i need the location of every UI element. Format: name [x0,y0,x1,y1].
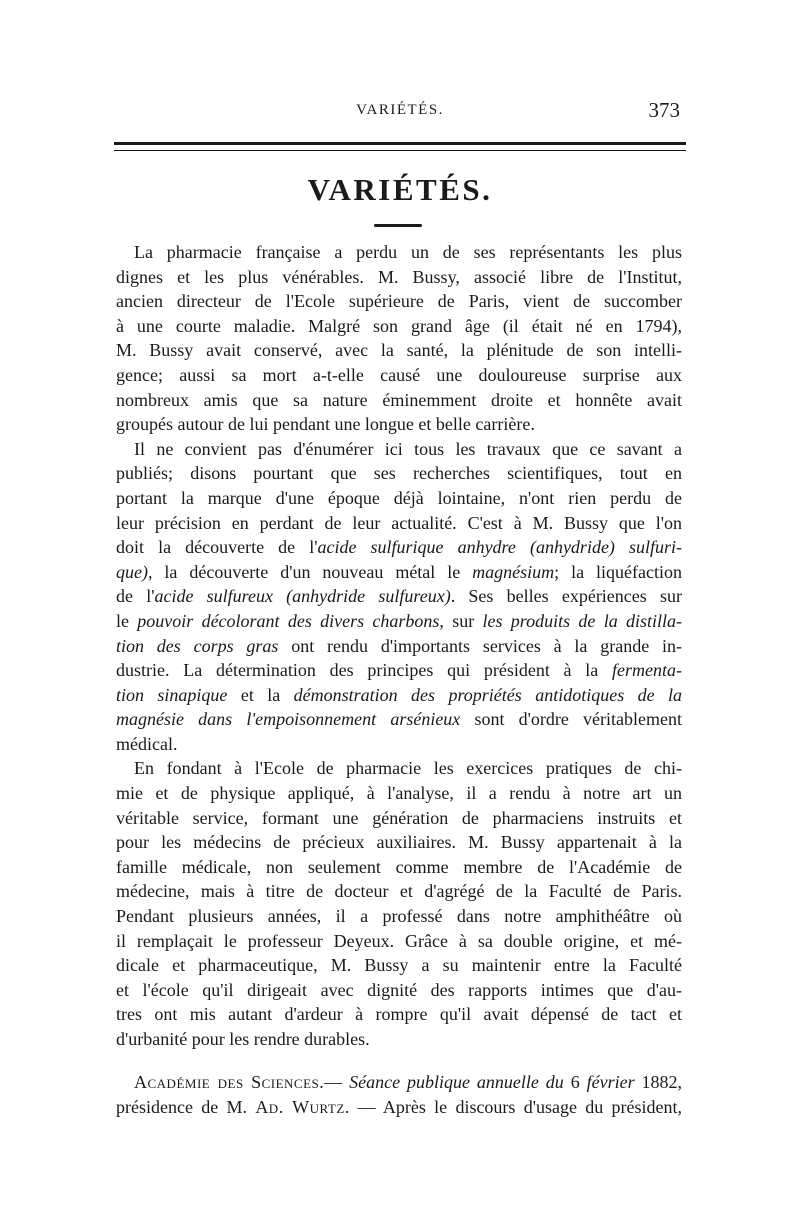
italic-run: fermenta- [612,660,682,681]
text-run: , sur [439,610,483,631]
paragraph-2-line: leur précision en perdant de leur actualité. C'est à M. Bussy que l'on [116,512,682,533]
text-run: présidence de M. [116,1096,256,1117]
paragraph-2-line: Il ne convient pas d'énumérer ici tous les travaux que ce savant a [134,438,682,459]
paragraph-3-line: Pendant plusieurs années, il a professé dans notre amphithéâtre où [116,906,682,927]
paragraph-2-line [116,584,682,609]
text-run: et la [227,684,294,705]
paragraph-2-line [116,634,682,659]
italic-run: que), [116,561,153,582]
paragraph-3-line: médecine, mais à titre de docteur et d'agrégé de la Faculté de Paris. [116,881,682,902]
italic-run: acide sulfurique anhydre (anhydride) sulfuri- [317,537,682,558]
text-run: de l' [116,586,155,607]
paragraph-2-line [116,683,682,708]
academie-paragraph [116,1070,682,1119]
paragraph-2-line: portant la marque d'une époque déjà lointaine, n'ont rien perdu de [116,487,682,508]
paragraph-3-line: famille médicale, non seulement comme membre de l'Académie de [116,856,682,877]
paragraph-2-line [116,707,682,732]
text-run: le [116,610,138,631]
text-run: ; la liquéfaction [554,561,682,582]
paragraph-1-line: nombreux amis que sa nature éminemment droite et honnête avait [116,389,682,410]
italic-run: magnésie dans l'empoisonnement arsénieux [116,709,461,730]
italic-run: février [586,1072,635,1092]
paragraph-3-line: pour les médecins de précieux auxiliaires. M. Bussy appartenait à la [116,832,682,853]
italic-run: les produits de la distilla- [482,610,682,631]
paragraph-1-line: gence; aussi sa mort a-t-elle causé une douloureuse surprise aux [116,364,682,385]
italic-run: pouvoir décolorant des divers charbons [137,610,440,631]
small-caps-run: Ad. Wurtz [255,1096,345,1117]
italic-run: tion sinapique [116,684,228,705]
header-rule-thick [114,142,686,145]
paragraph-3-line: d'urbanité pour les rendre durables. [116,1029,370,1049]
text-run: . — Après le discours d'usage du président, [344,1096,682,1117]
text-run: — [324,1072,350,1092]
paragraph-4-line [116,1070,682,1095]
section-title: VARIÉTÉS. [307,172,493,207]
paragraph-3-line: En fondant à l'Ecole de pharmacie les exercices pratiques de chi- [134,758,682,779]
text-run: ont rendu d'importants services à la grande in- [278,635,682,656]
italic-run: démonstration des propriétés antidotiques de la [293,684,683,705]
paragraph-3-line: tres ont mis autant d'ardeur à rompre qu'il avait dépensé de tact et [116,1004,682,1025]
text-run: la découverte d'un nouveau métal le [152,561,473,582]
italic-run: acide sulfureux (anhydride sulfureux) [154,586,451,607]
paragraph-2-line [116,609,682,634]
paragraph-1-line: La pharmacie française a perdu un de ses représentants les plus [134,242,682,262]
text-run: 6 [563,1072,587,1092]
paragraph-1-line: ancien directeur de l'Ecole supérieure de Paris, vient de succomber [116,291,682,312]
text-run: . Ses belles expériences sur [450,586,682,607]
page-number: 373 [648,98,680,122]
paragraph-1-line: M. Bussy avait conservé, avec la santé, la plénitude de son intelli- [116,340,682,361]
text-run: doit la découverte de l' [116,537,318,558]
text-run: sont d'ordre véritablement [460,709,683,730]
running-head [116,98,684,128]
paragraph-2-line [116,560,682,585]
title-dash [374,224,422,227]
paragraph-3-line: mie et de physique appliqué, à l'analyse, il a rendu à notre art un [116,783,682,804]
paragraph-3-line: véritable service, formant une génération de pharmaciens instruits et [116,807,682,828]
italic-run: Séance publique annuelle du [349,1072,564,1092]
paragraph-3-line: dicale et pharmaceutique, M. Bussy a su maintenir entre la Faculté [116,955,682,976]
paragraph-1-line: à une courte maladie. Malgré son grand âge (il était né en 1794), [116,315,682,336]
paragraph-4-line [116,1095,682,1120]
paragraph-2-line [116,658,682,683]
paragraph-2-line: publiés; disons pourtant que ses recherches scientifiques, tout en [116,463,682,484]
paragraph-2-line [116,535,682,560]
header-rule-thin [114,150,686,151]
italic-run: tion des corps gras [116,635,279,656]
italic-run: magnésium [472,561,555,582]
paragraph-3-line: il remplaçait le professeur Deyeux. Grâce à sa double origine, et mé- [116,930,682,951]
small-caps-run: Académie des Sciences. [134,1072,325,1092]
text-run: dustrie. La détermination des principes qui président à la [116,660,613,681]
article-body [116,240,682,1052]
text-run: 1882, [634,1072,683,1092]
paragraph-2-line: médical. [116,733,178,754]
paragraph-1-line: groupés autour de lui pendant une longue et belle carrière. [116,414,535,435]
paragraph-1-line: dignes et les plus vénérables. M. Bussy, associé libre de l'Institut, [116,266,682,287]
paragraph-3-line: et l'école qu'il dirigeait avec dignité des rapports intimes que d'au- [116,979,682,1000]
running-title: VARIÉTÉS. [356,102,444,118]
